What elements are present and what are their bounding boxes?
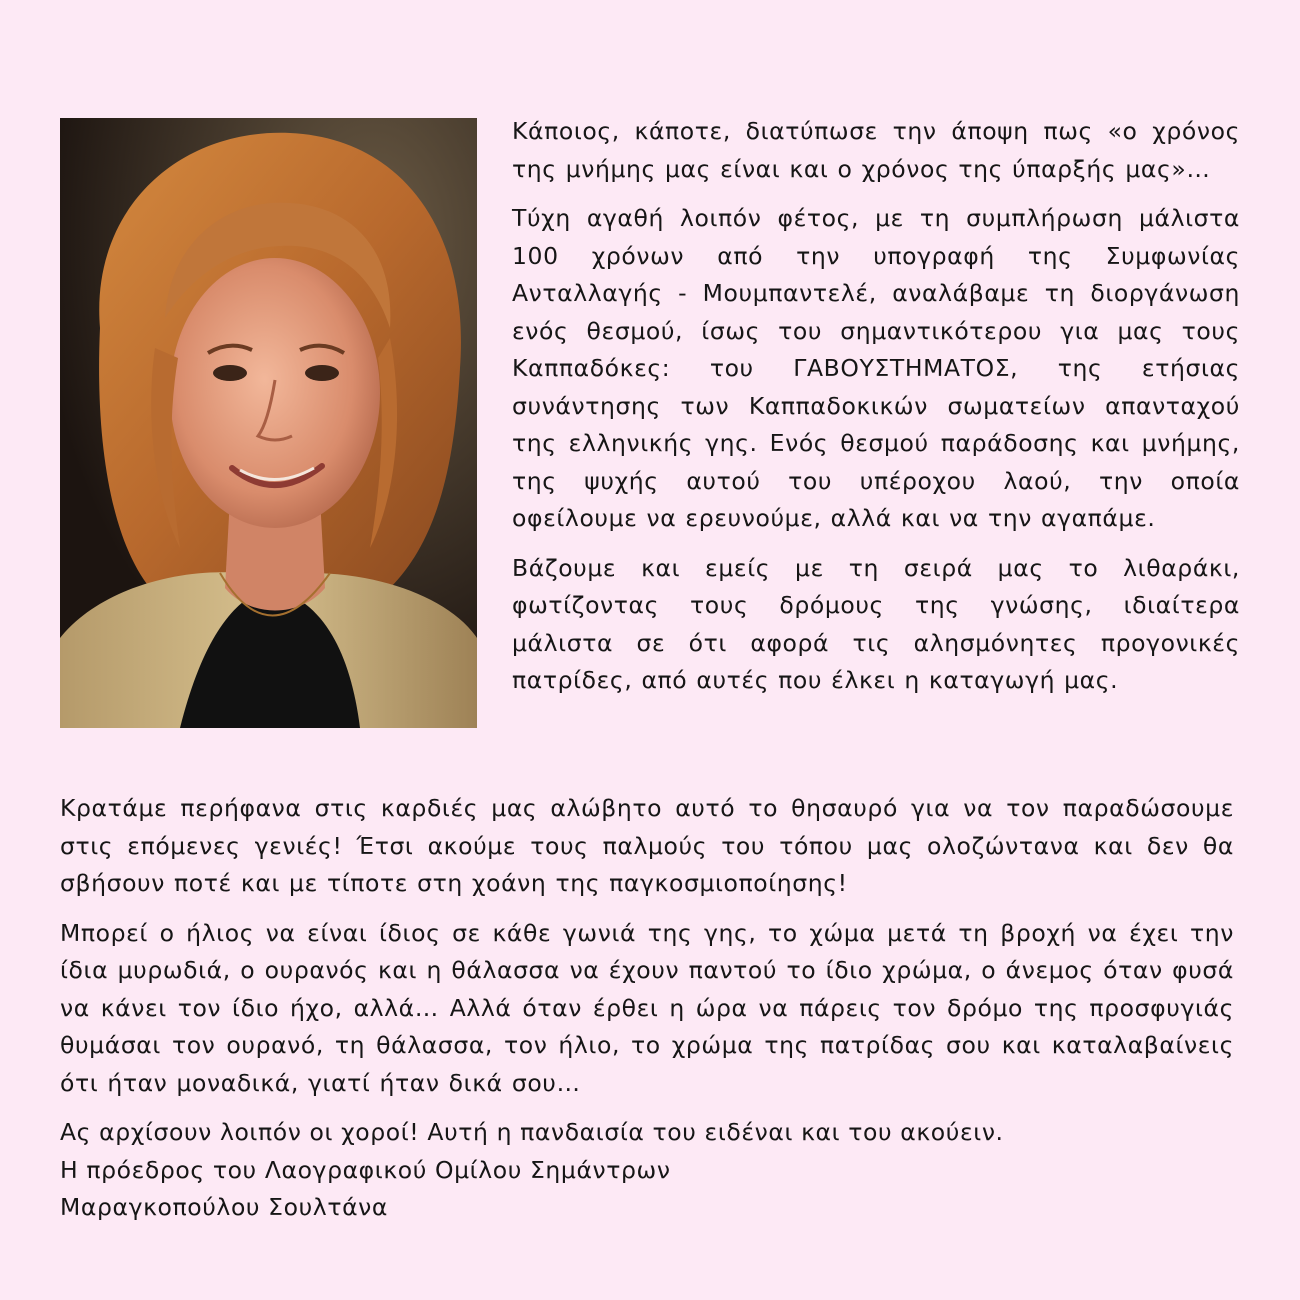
author-signature: Μαραγκοπούλου Σουλτάνα	[60, 1193, 388, 1221]
full-width-text	[60, 790, 1234, 1227]
intro-paragraph: Κάποιος, κάποτε, διατύπωσε την άποψη πως «ο χρόνος της μνήμης μας είναι και ο χρόνος της ύπαρξής μας»…	[512, 117, 1240, 183]
treasure-paragraph: Κρατάμε περήφανα στις καρδιές μας αλώβητο αυτό το θησαυρό για να τον παραδώσουμε στις επόμενες γενιές! Έτσι ακούμε τους παλμούς του τόπου μας ολοζώντανα και δεν θα σβήσουν ποτέ και με τίποτε στη χοάνη της παγκοσμιοποίησης!	[60, 794, 1234, 897]
knowledge-paragraph: Βάζουμε και εμείς με τη σειρά μας το λιθαράκι, φωτίζοντας τους δρόμους της γνώσης, ιδιαίτερα μάλιστα σε ότι αφορά τις αλησμόνητες προγονικές πατρίδες, από αυτές που έλκει η καταγωγή μας.	[512, 553, 1240, 694]
gavoustima-paragraph: Τύχη αγαθή λοιπόν φέτος, με τη συμπλήρωση μάλιστα 100 χρόνων από την υπογραφή της Συμφωνίας Ανταλλαγής - Μουμπαντελέ, αναλάβαμε τη διοργάνωση ενός θεσμού, ίσως του σημαντικότερου για μας τους Καππαδόκες: του ΓΑΒΟΥΣΤΗΜΑΤΟΣ, της ετήσιας συνάντησης των Καππαδοκικών σωματείων απανταχού της ελληνικής γης. Ενός θεσμού παράδοσης και μνήμης, της ψυχής αυτού του υπέροχου λαού, την οποία οφείλουμε να ερευνούμε, αλλά και να την αγαπάμε.	[512, 204, 1240, 532]
homeland-paragraph: Μπορεί ο ήλιος να είναι ίδιος σε κάθε γωνιά της γης, το χώμα μετά τη βροχή να έχει την ίδια μυρωδιά, ο ουρανός και η θάλασσα να έχουν παντού το ίδιο χρώμα, ο άνεμος όταν φυσά να κάνει τον ίδιο ήχο, αλλά… Αλλά όταν έρθει η ώρα να πάρεις τον δρόμο της προσφυγιάς θυμάσαι τον ουρανό, τη θάλασσα, τον ήλιο, το χρώμα της πατρίδας σου και καταλαβαίνεις ότι ήταν μοναδικά, γιατί ήταν δικά σου…	[60, 918, 1234, 1097]
closing-block	[60, 1114, 1234, 1227]
portrait-photo	[60, 118, 477, 728]
side-text-column	[512, 113, 1240, 700]
closing-line: Ας αρχίσουν λοιπόν οι χοροί! Αυτή η πανδαισία του ειδέναι και του ακούειν.	[60, 1118, 1004, 1146]
author-title: Η πρόεδρος του Λαογραφικού Ομίλου Σημάντρων	[60, 1155, 671, 1184]
